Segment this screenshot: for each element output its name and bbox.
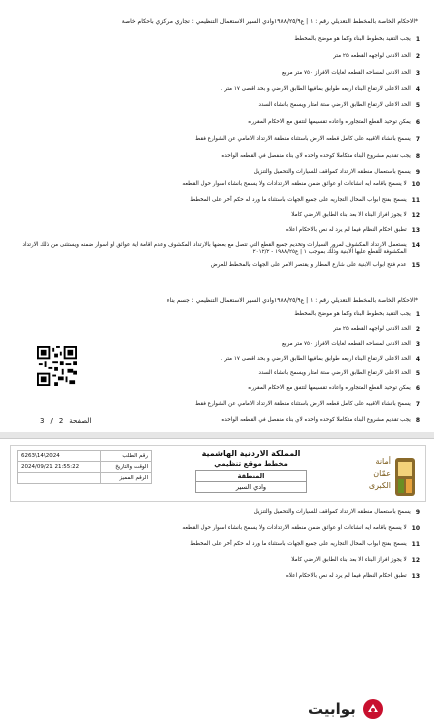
rule-text: الحد الاعلى لارتفاع البناء اربعه طوابق بمافيها الطابق الارضي و بحد اقصى ١٧ متر .	[220, 356, 411, 362]
page1.block2_rules-rule	[20, 401, 420, 409]
page2.rules-rule	[20, 557, 420, 565]
page1.block1_rules-rule	[20, 36, 420, 44]
rule-text: يمكن توحيد القطع المتجاوره واعاده تقسيمها لتتفق مع الاحكام المقرره	[248, 119, 411, 125]
rule-number: 6	[415, 385, 420, 392]
page1.block1_rules-rule	[20, 86, 420, 94]
page1.block1_rules-rule	[20, 262, 420, 270]
rule-text: الحد الادنى لواجهه القطعه ٢٥ متر	[333, 53, 411, 59]
rule-number: 8	[415, 417, 420, 424]
rule-text: تطبق احكام النظام فيما لم يرد له نص بالاحكام اعلاه	[285, 573, 407, 579]
region-label: المنطقة	[196, 471, 306, 482]
rule-text: لا يسمح باقامه ايه انشاءات او عوائق ضمن منطقه الارتدادات ولا يسمح بانشاء اسوار حول القطعه	[182, 525, 407, 531]
logo-text-2: عمّان	[373, 469, 391, 478]
rule-number: 1	[415, 311, 420, 318]
page1.block1_rules-rule	[20, 119, 420, 127]
rule-text: الحد الادنى لواجهه القطعه ٢٥ متر	[333, 326, 411, 332]
rule-number: 14	[411, 242, 420, 249]
rule-number: 11	[411, 197, 420, 204]
header-center	[161, 446, 341, 493]
rule-text: يمكن توحيد القطع المتجاوره واعاده تقسيمها لتتفق مع الاحكام المقرره	[248, 385, 411, 391]
rule-number: 7	[415, 401, 420, 408]
page1.block1_rules-rule	[20, 169, 420, 177]
page2.rules-rule	[20, 525, 420, 533]
page1.block1_rules-rule	[20, 212, 420, 220]
qr-code	[37, 346, 77, 386]
rule-text: الحد الادنى لمساحه القطعه لغايات الافراز ٧٥٠ متر مربع	[282, 70, 411, 76]
page1.block2_rules-rule	[20, 385, 420, 393]
rule-number: 2	[415, 53, 420, 60]
unique-number-value	[18, 473, 101, 484]
block2-title: *الاحكام الخاصة بالمخطط التعديلي رقم : ١ | ع١٩٨٨/٢٥/٩وادي السير الاستعمال التنظيمي : جسم بناء	[166, 297, 418, 304]
page1.block1_rules-rule	[20, 53, 420, 61]
brand-pin-icon	[362, 698, 384, 720]
rule-number: 6	[415, 119, 420, 126]
rule-number: 11	[411, 541, 420, 548]
page1.block2_rules-rule	[20, 370, 420, 378]
amman-logo-icon	[357, 448, 417, 500]
rule-text: الحد الاعلى لارتفاع الطابق الارضي ستة امتار ويسمح بانشاء السدد	[258, 370, 411, 376]
rule-text: يسمح باستعمال منطقه الارتداد كمواقف للسيارات والتحميل والتنزيل	[253, 169, 411, 175]
logo-text-1: أمانة	[375, 457, 391, 466]
rule-text: يجب تقديم مشروع البناء متكاملا كوحده واحده لاي بناء منفصل في القطعه الواحده	[221, 153, 411, 159]
page1.block1_rules-rule	[20, 102, 420, 110]
rule-number: 12	[411, 212, 420, 219]
region-value: وادي السير	[235, 483, 267, 491]
rule-text: يسمح بانشاء الاقبيه على كامل قطعه الارض باستثناء منطقة الارتداد الامامي عن الشوارع فقط	[195, 401, 411, 407]
rule-number: 13	[411, 573, 420, 580]
page1.block1_rules-rule	[20, 197, 420, 205]
rule-number: 9	[415, 169, 420, 176]
page2.rules-rule	[20, 573, 420, 581]
rule-number: 5	[415, 102, 420, 109]
rule-number: 10	[411, 525, 420, 532]
page1.block1_rules-rule	[20, 153, 420, 161]
amman-logo	[357, 448, 417, 500]
rule-text: لا يجوز افراز البناء الا بعد بناء الطابق الارضي كاملا	[291, 212, 407, 218]
request-number-label: رقم الطلب	[101, 451, 152, 462]
datetime-label: الوقت والتاريخ	[101, 462, 152, 473]
datetime-value: 2024/09/21 21:55:22	[18, 462, 101, 473]
unique-number-label: الرقم المميز	[101, 473, 152, 484]
plan-title: مخطط موقع تنظيمي	[214, 460, 288, 468]
rule-text: الحد الاعلى لارتفاع الطابق الارضي ستة امتار ويسمح بانشاء السدد	[258, 102, 411, 108]
kingdom-title: المملكة الاردنية الهاشمية	[201, 449, 301, 458]
page1.block1_rules-rule	[20, 227, 420, 235]
rule-text: يسمح بفتح ابواب المحال التجاريه على جميع الجهات باستثناء ما ورد له حكم آخر على المخطط	[190, 197, 407, 203]
rule-text: لا يسمح باقامه ايه انشاءات او عوائق ضمن منطقه الارتدادات ولا يسمح بانشاء اسوار حول القطعه	[182, 181, 407, 187]
rule-text: يستعمل الارتداد المكشوف لمرور السيارات وتخديم جميع القطع التي تتصل مع بعضها بالارتداد المكشوف وعدم اقامة اية عوائق او اسوار ضمنه ويستثنى من ذلك الارتداد المكشوفة للقطع عليها الابنية وذلك بموجب ١ | ع١٩٨٨/٢٥ - ٢٠١٢/٢	[22, 242, 407, 256]
brand-logo	[308, 698, 384, 720]
region-box	[195, 470, 307, 493]
rule-number: 8	[415, 153, 420, 160]
rule-text: لا يجوز افراز البناء الا بعد بناء الطابق الارضي كاملا	[291, 557, 407, 563]
rule-number: 7	[415, 136, 420, 143]
footer-area	[0, 606, 434, 720]
page1.block1_rules-rule	[20, 136, 420, 144]
pager-separator: /	[50, 417, 53, 425]
rule-text: يجب تقديم مشروع البناء متكاملا كوحده واحده لاي بناء منفصل في القطعه الواحده	[221, 417, 411, 423]
rule-number: 15	[411, 262, 420, 269]
rule-text: يسمح باستعمال منطقه الارتداد كمواقف للسيارات والتحميل والتنزيل	[253, 509, 411, 515]
rule-text: عدم فتح ابواب الابنية على شارع المطار و يقتصر الامر على الجهات بالمخطط للعرض	[210, 262, 407, 268]
rule-number: 1	[415, 36, 420, 43]
page1.block1_rules-rule	[20, 181, 420, 189]
page1.block2_rules-rule	[20, 341, 420, 349]
request-meta-table	[17, 450, 152, 484]
plan-header	[10, 445, 426, 502]
page1.block2_rules-rule	[20, 326, 420, 334]
rule-number: 9	[415, 509, 420, 516]
brand-name: بوابيت	[308, 700, 356, 718]
pager-total: 3	[40, 417, 45, 425]
rule-number: 3	[415, 70, 420, 77]
rule-number: 10	[411, 181, 420, 188]
pager-label: الصفحة	[69, 417, 92, 425]
rule-text: تطبق احكام النظام فيما لم يرد له نص بالاحكام اعلاه	[285, 227, 407, 233]
page1.block2_rules-rule	[20, 356, 420, 364]
rule-number: 4	[415, 86, 420, 93]
rule-text: الحد الاعلى لارتفاع البناء اربعه طوابق بمافيها الطابق الارضي و بحد اقصى ١٧ متر .	[220, 86, 411, 92]
rule-text: الحد الادنى لمساحه القطعه لغايات الافراز ٧٥٠ متر مربع	[282, 341, 411, 347]
page2.rules-rule	[20, 541, 420, 549]
rule-number: 5	[415, 370, 420, 377]
rule-number: 4	[415, 356, 420, 363]
pager-current: 2	[58, 417, 64, 425]
rule-text: يسمح بانشاء الاقبيه على كامل قطعه الارض باستثناء منطقة الارتداد الامامي عن الشوارع فقط	[195, 136, 411, 142]
block1-title: *الاحكام الخاصة بالمخطط التعديلي رقم : ١ | ع١٩٨٨/٢٥/٩وادي السير الاستعمال التنظيمي : تجاري مركزي باحكام خاصة	[121, 18, 418, 25]
rule-text: يجب التقيد بخطوط البناء وكما هو موضح بالمخطط	[294, 311, 411, 317]
rule-number: 2	[415, 326, 420, 333]
rule-number: 12	[411, 557, 420, 564]
rule-number: 3	[415, 341, 420, 348]
page1.block1_rules-rule	[20, 70, 420, 78]
pager	[40, 417, 91, 425]
page2.rules-rule	[20, 509, 420, 517]
rule-text: يسمح بفتح ابواب المحال التجاريه على جميع الجهات باستثناء ما ورد له حكم آخر على المخطط	[190, 541, 407, 547]
rule-number: 13	[411, 227, 420, 234]
logo-text-3: الكبرى	[368, 481, 391, 490]
request-number-value: 6263\14\2024	[18, 451, 101, 462]
rule-text: يجب التقيد بخطوط البناء وكما هو موضح بالمخطط	[294, 36, 411, 42]
page1.block1_rules-rule	[20, 242, 420, 257]
page1.block2_rules-rule	[20, 311, 420, 319]
